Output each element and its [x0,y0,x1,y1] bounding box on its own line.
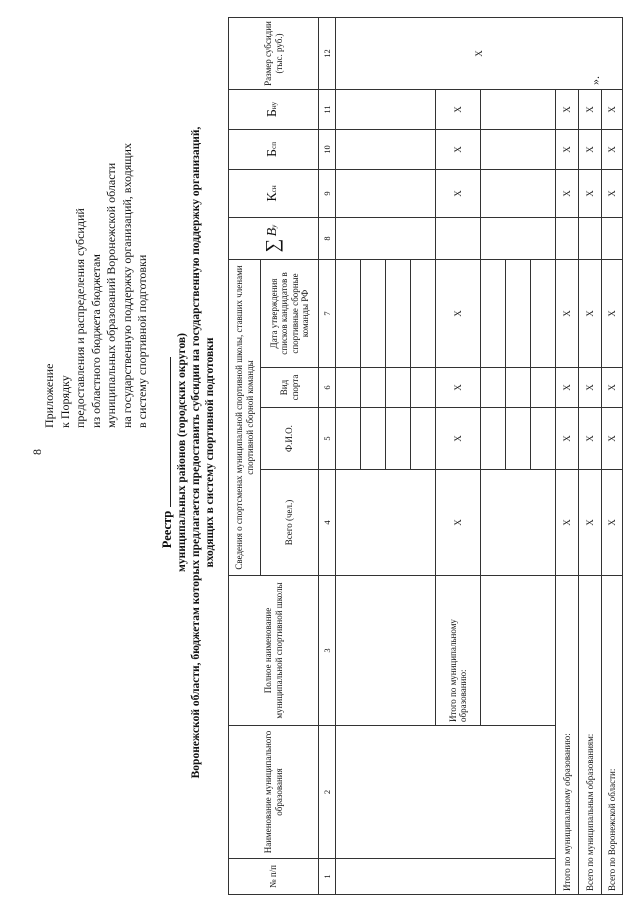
mark-x: X [336,17,623,89]
mark-x: X [602,89,623,129]
col-number: 4 [319,470,336,576]
empty-cell [361,368,386,408]
mark-x: X [602,259,623,367]
header-fio: Ф.И.О. [261,408,319,470]
column-numbers-row [319,17,336,894]
col-number: 5 [319,408,336,470]
label-itogo-mo: Итого по муниципальному образованию: [556,576,579,895]
header-total: Всего (чел.) [261,470,319,576]
mark-x: X [436,259,481,367]
mark-x: X [436,368,481,408]
empty-cell [386,368,411,408]
col-number: 10 [319,129,336,169]
col-number: 6 [319,368,336,408]
empty-cell [602,217,623,259]
col-number: 7 [319,259,336,367]
empty-cell [481,217,556,259]
page-number: 8 [30,449,44,455]
empty-cell [506,408,531,470]
empty-cell [336,368,361,408]
empty-cell [336,726,556,859]
empty-cell [531,368,556,408]
empty-cell [579,217,602,259]
title-line-2: Воронежской области, бюджетам которых предлагается предоставить субсидии на государственную поддержку организаций, [190,126,202,779]
mark-x: X [556,169,579,217]
empty-cell [481,576,556,726]
title-line-1: муниципальных районов (городских округов) [176,333,188,572]
empty-cell [481,408,506,470]
col-number: 3 [319,576,336,726]
empty-cell [481,129,556,169]
empty-cell [481,89,556,129]
mark-x: X [602,368,623,408]
header-mo-name: Наименование муниципального образования [229,726,319,859]
mark-x: X [579,408,602,470]
header-sum-by: ∑ By [229,217,319,259]
mark-x: X [556,129,579,169]
mark-x: X [579,89,602,129]
mark-x: X [602,169,623,217]
empty-cell [481,169,556,217]
empty-cell [386,408,411,470]
registry-title [160,0,217,905]
empty-cell [411,259,436,367]
header-row-1 [229,17,261,894]
col-number: 2 [319,726,336,859]
mark-x: X [602,408,623,470]
mark-x: X [556,408,579,470]
mark-x: X [579,470,602,576]
label-vsego-mo: Всего по муниципальным образованиям: [579,576,602,895]
empty-cell [481,470,556,576]
table-row-vsego-region [602,17,623,894]
header-sport: Вид спорта [261,368,319,408]
closing-quote: ». [588,76,602,85]
mark-x: X [579,129,602,169]
empty-cell [361,408,386,470]
table-row-itogo [556,17,579,894]
empty-cell [336,217,436,259]
mark-x: X [436,129,481,169]
empty-cell [336,408,361,470]
table-row [336,17,361,894]
empty-cell [336,859,556,895]
col-number: 11 [319,89,336,129]
appendix-line: в систему спортивной подготовки [135,254,149,428]
col-number: 12 [319,17,336,89]
empty-cell [336,129,436,169]
header-k-sn: Ксн [229,169,319,217]
header-athletes-group: Сведения о спортсменах муниципальной спортивной школы, ставших членами спортивной сборной команды [229,259,261,575]
header-b-sp: Бсп [229,129,319,169]
empty-cell [531,408,556,470]
appendix-line: предоставления и распределения субсидий [73,208,87,428]
empty-cell [556,217,579,259]
header-date: Дата утверждения списков кандидатов в спортивные сборные команды РФ [261,259,319,367]
empty-cell [336,169,436,217]
mark-x: X [579,169,602,217]
mark-x: X [436,470,481,576]
mark-x: X [579,259,602,367]
empty-cell [531,259,556,367]
mark-x: X [602,129,623,169]
appendix-line: муниципальных образований Воронежской области [104,162,118,428]
mark-x: X [436,89,481,129]
empty-cell [336,259,361,367]
mark-x: X [579,368,602,408]
appendix-block [42,8,151,428]
empty-cell [506,259,531,367]
mark-x: X [436,408,481,470]
mark-x: X [556,259,579,367]
empty-cell [436,217,481,259]
empty-cell [336,470,436,576]
empty-cell [336,576,436,726]
blank-underline [160,357,171,507]
empty-cell [411,408,436,470]
col-number: 9 [319,169,336,217]
col-number: 1 [319,859,336,895]
reestr-word: Реестр [160,510,174,549]
empty-cell [386,259,411,367]
label-itogo-school: Итого по муниципальному образованию: [436,576,481,726]
appendix-line: Приложение [42,363,56,428]
mark-x: X [436,169,481,217]
empty-cell [361,259,386,367]
empty-cell [506,368,531,408]
empty-cell [336,89,436,129]
mark-x: X [556,368,579,408]
col-number: 8 [319,217,336,259]
mark-x: X [556,89,579,129]
mark-x: X [556,470,579,576]
header-school-name: Полное наименование муниципальной спортивной школы [229,576,319,726]
title-line-3: входящих в систему спортивной подготовки [204,337,216,568]
header-num: № п/п [229,859,319,895]
empty-cell [481,259,506,367]
table-row-vsego-mo [579,17,602,894]
header-subsidy-size: Размер субсидии (тыс. руб.) [229,17,319,89]
registry-table [228,17,623,895]
appendix-line: на государственную поддержку организаций, входящих [119,143,134,428]
empty-cell [481,368,506,408]
appendix-line: из областного бюджета бюджетам [88,254,103,428]
label-vsego-region: Всего по Воронежской области: [602,576,623,895]
mark-x: X [602,470,623,576]
header-b-nu: Бну [229,89,319,129]
empty-cell [411,368,436,408]
appendix-line: к Порядку [57,375,72,428]
